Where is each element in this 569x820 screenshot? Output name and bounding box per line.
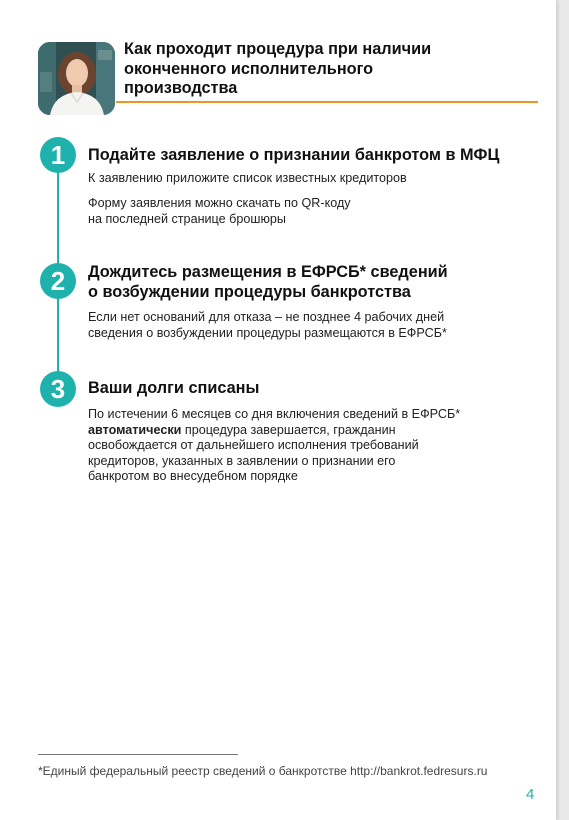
step-3-text-bold: автоматически (88, 422, 182, 437)
step-3-text-line1: По истечении 6 месяцев со дня включения сведений в ЕФРСБ* (88, 407, 461, 421)
step-3-title: Ваши долги списаны (88, 379, 260, 397)
step-1-title: Подайте заявление о признании банкротом в МФЦ (88, 146, 500, 164)
step-1-note: Форму заявления можно скачать по QR-коду на последней странице брошюры (88, 196, 351, 226)
step-1-text: К заявлению приложите список известных кредиторов (88, 171, 407, 185)
person-photo (38, 42, 115, 115)
step-2-number: 2 (40, 263, 76, 299)
page-number: 4 (526, 786, 535, 803)
footnote: *Единый федеральный реестр сведений о банкротстве http://bankrot.fedresurs.ru (38, 764, 488, 778)
step-2-title: Дождитесь размещения в ЕФРСБ* сведений о возбуждении процедуры банкротства (88, 263, 448, 301)
step-1-number: 1 (40, 137, 76, 173)
step-3-text (88, 407, 543, 485)
footnote-divider (38, 754, 238, 755)
header-title: Как проходит процедура при наличии оконченного исполнительного производства (124, 40, 432, 97)
step-2-text: Если нет оснований для отказа – не позднее 4 рабочих дней сведения о возбуждении процедуры размещаются в ЕФРСБ* (88, 310, 447, 340)
header-underline (116, 101, 538, 103)
step-3-text-rest: процедура завершается, гражданин освобождается от дальнейшего исполнения требований кредиторов, указанных в заявлении о признании его банкротом во внесудебном порядке (88, 422, 419, 484)
step-3-number: 3 (40, 371, 76, 407)
